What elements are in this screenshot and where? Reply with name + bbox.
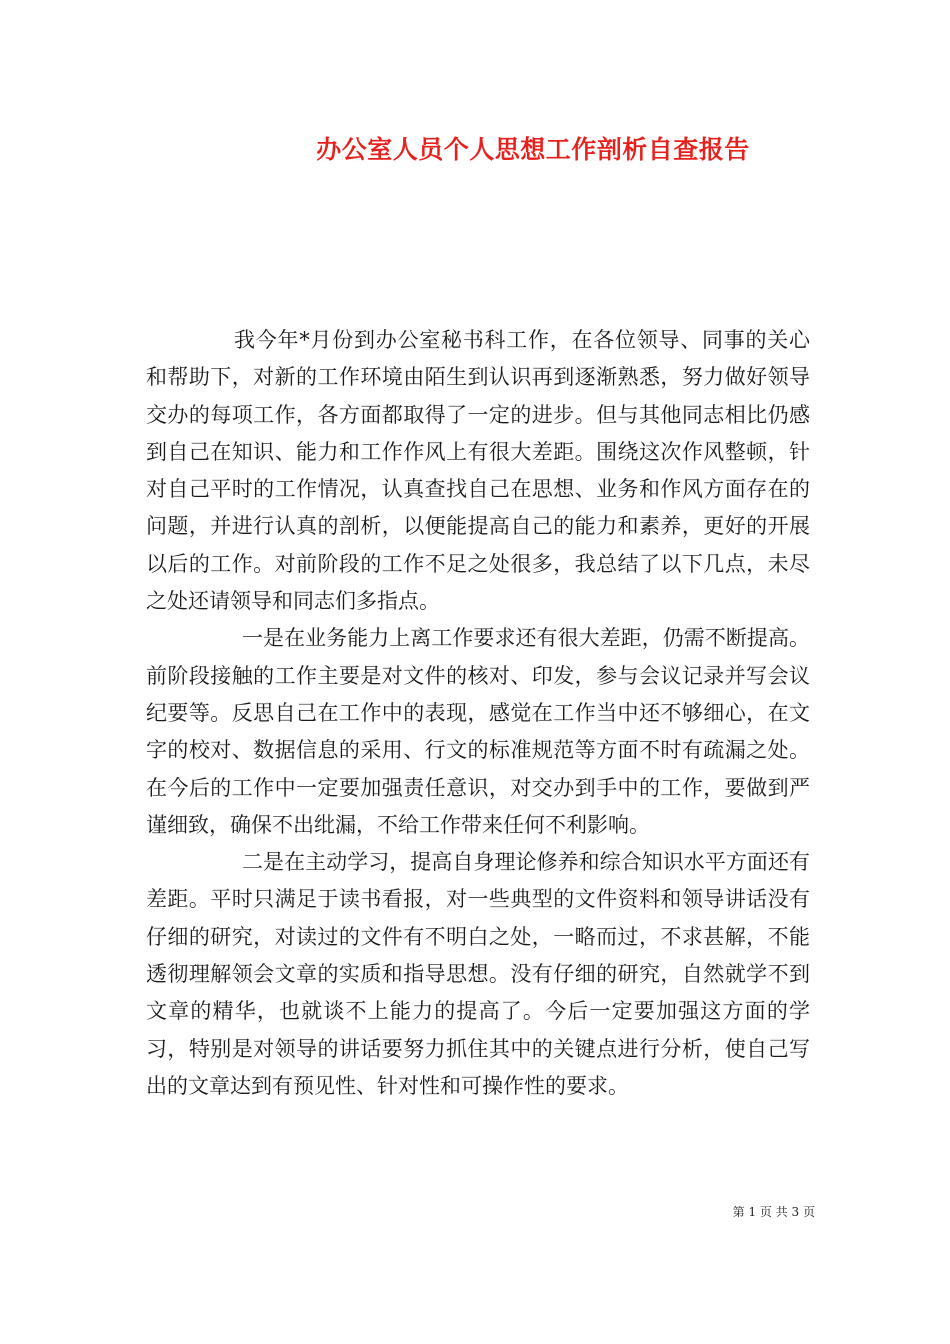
paragraph-point-two: 二是在主动学习，提高自身理论修养和综合知识水平方面还有差距。平时只满足于读书看报，对一些典型的文件资料和领导讲话没有仔细的研究，对读过的文件有不明白之处，一略而过，不求甚解，不能透彻理解领会文章的实质和指导思想。没有仔细的研究，自然就学不到文章的精华，也就谈不上能力的提高了。今后一定要加强这方面的学习，特别是对领导的讲话要努力抓住其中的关键点进行分析，使自己写出的文章达到有预见性、针对性和可操作性的要求。 — [146, 850, 810, 1098]
document-body — [146, 322, 810, 1105]
document-title: 办公室人员个人思想工作剖析自查报告 — [316, 135, 750, 164]
paragraph-point-one: 一是在业务能力上离工作要求还有很大差距，仍需不断提高。前阶段接触的工作主要是对文件的核对、印发，参与会议记录并写会议纪要等。反思自己在工作中的表现，感觉在工作当中还不够细心，在文字的校对、数据信息的采用、行文的标准规范等方面不时有疏漏之处。在今后的工作中一定要加强责任意识，对交办到手中的工作，要做到严谨细致，确保不出纰漏，不给工作带来任何不利影响。 — [146, 626, 810, 837]
page-number-footer: 第 1 页 共 3 页 — [732, 1205, 815, 1219]
paragraph-intro: 我今年*月份到办公室秘书科工作，在各位领导、同事的关心和帮助下，对新的工作环境由陌生到认识再到逐渐熟悉，努力做好领导交办的每项工作，各方面都取得了一定的进步。但与其他同志相比仍感到自己在知识、能力和工作作风上有很大差距。围绕这次作风整顿，针对自己平时的工作情况，认真查找自己在思想、业务和作风方面存在的问题，并进行认真的剖析，以便能提高自己的能力和素养，更好的开展以后的工作。对前阶段的工作不足之处很多，我总结了以下几点，未尽之处还请领导和同志们多指点。 — [146, 328, 810, 614]
